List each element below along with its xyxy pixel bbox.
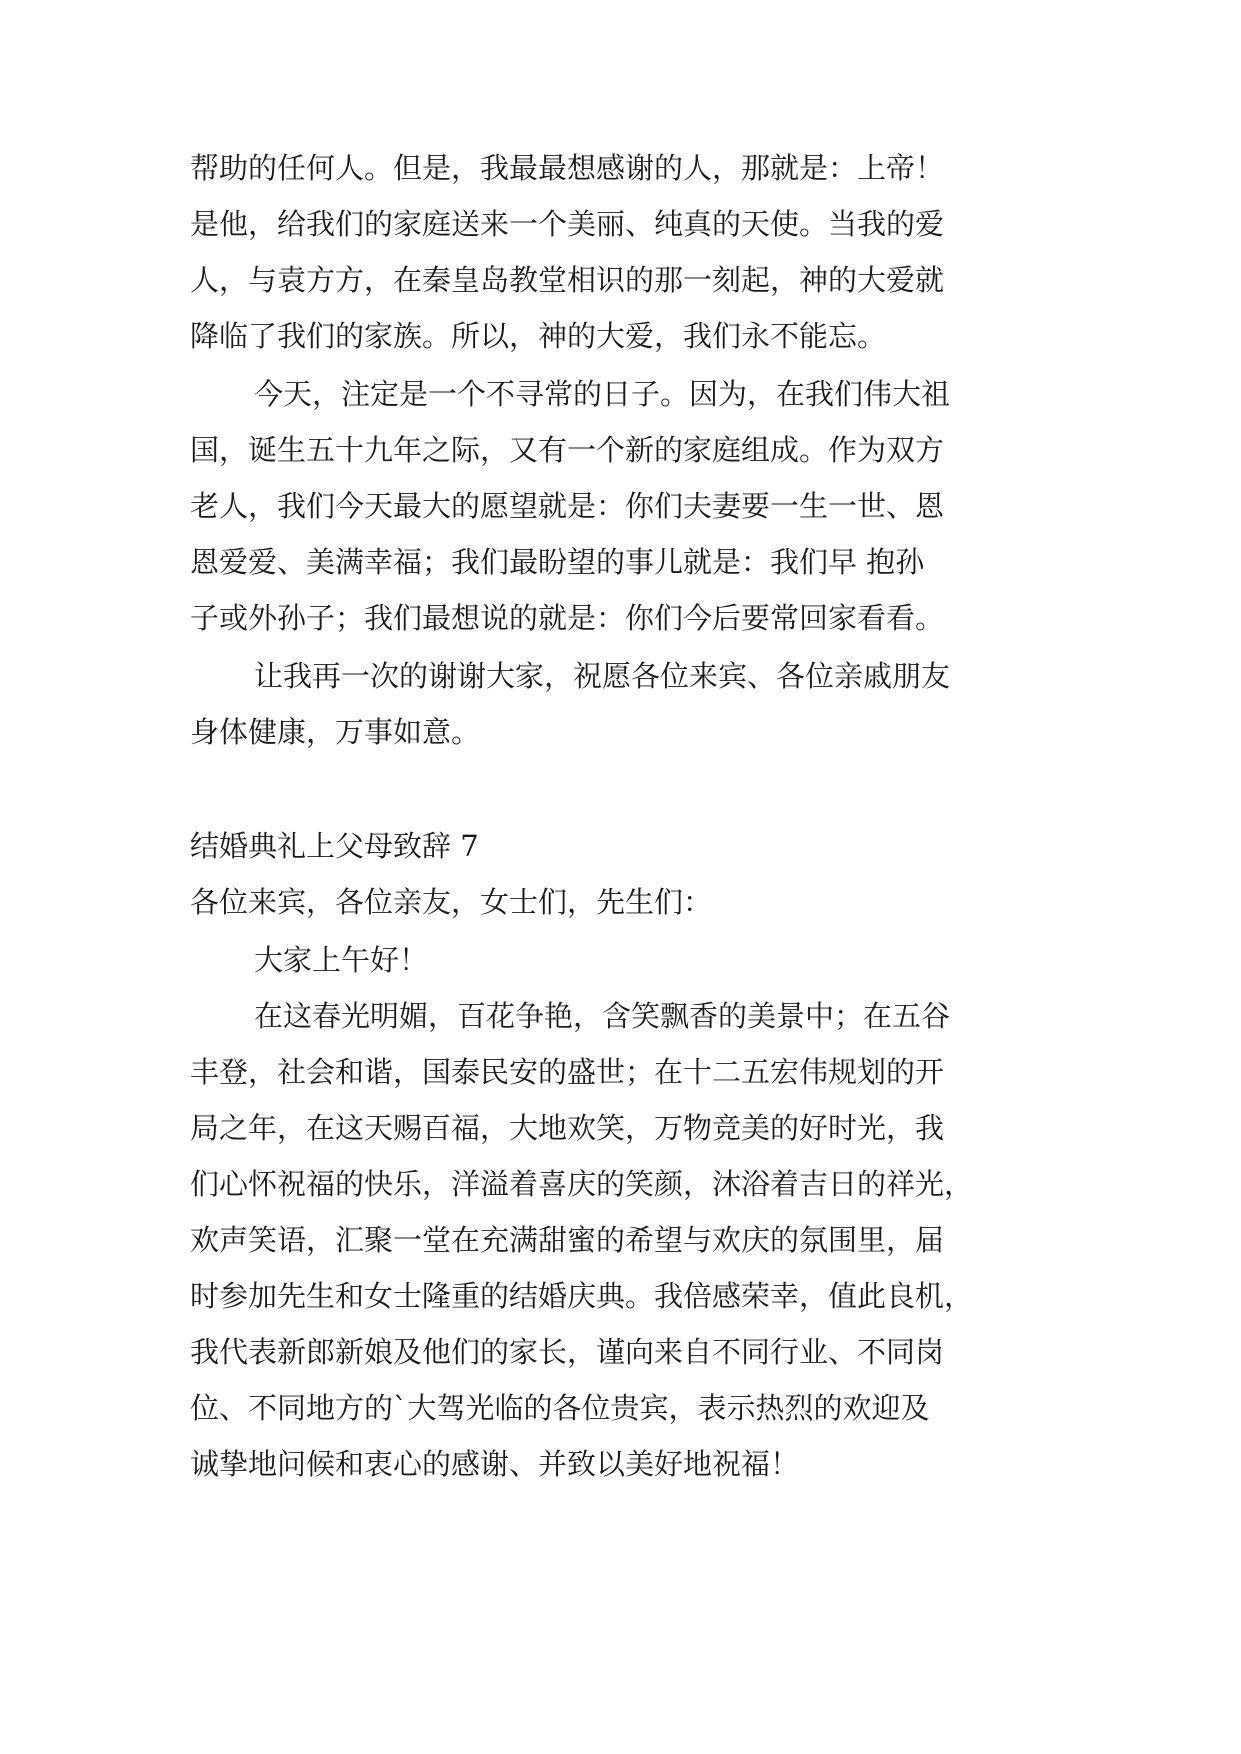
paragraph-line: 降临了我们的家族。所以，神的大爱，我们永不能忘。 [190, 319, 887, 353]
paragraph-line: 局之年，在这天赐百福，大地欢笑，万物竞美的好时光，我 [190, 1111, 945, 1145]
paragraph-line: 子或外孙子；我们最想说的就是：你们今后要常回家看看。 [190, 601, 945, 635]
paragraph-line: 让我再一次的谢谢大家，祝愿各位来宾、各位亲戚朋友 [254, 659, 951, 693]
paragraph-line: 恩爱爱、美满幸福；我们最盼望的事儿就是：我们早 抱孙 [190, 545, 925, 579]
paragraph-line: 诚挚地问候和衷心的感谢、并致以美好地祝福！ [190, 1447, 800, 1481]
paragraph-line: 身体健康，万事如意。 [190, 715, 481, 749]
paragraph-line: 们心怀祝福的快乐，洋溢着喜庆的笑颜，沐浴着吉日的祥光， [190, 1167, 974, 1201]
paragraph-line: 欢声笑语，汇聚一堂在充满甜蜜的希望与欢庆的氛围里，届 [190, 1223, 945, 1257]
paragraph-line: 时参加先生和女士隆重的结婚庆典。我倍感荣幸，值此良机， [190, 1279, 974, 1313]
paragraph-line: 人，与袁方方，在秦皇岛教堂相识的那一刻起，神的大爱就 [190, 263, 945, 297]
paragraph-line: 丰登，社会和谐，国泰民安的盛世；在十二五宏伟规划的开 [190, 1055, 945, 1089]
paragraph-line: 今天，注定是一个不寻常的日子。因为，在我们伟大祖 [254, 377, 951, 411]
section-title: 结婚典礼上父母致辞 7 [190, 829, 479, 863]
paragraph-line: 位、不同地方的`大驾光临的各位贵宾，表示热烈的欢迎及 [190, 1391, 930, 1425]
paragraph-line: 在这春光明媚，百花争艳，含笑飘香的美景中；在五谷 [254, 999, 951, 1033]
paragraph-line: 帮助的任何人。但是，我最最想感谢的人，那就是：上帝！ [190, 151, 945, 185]
paragraph-line: 是他，给我们的家庭送来一个美丽、纯真的天使。当我的爱 [190, 207, 945, 241]
paragraph-line: 国，诞生五十九年之际，又有一个新的家庭组成。作为双方 [190, 433, 945, 467]
salutation: 各位来宾，各位亲友，女士们，先生们： [190, 885, 713, 919]
greeting: 大家上午好！ [254, 943, 429, 977]
paragraph-line: 老人，我们今天最大的愿望就是：你们夫妻要一生一世、恩 [190, 489, 945, 523]
paragraph-line: 我代表新郎新娘及他们的家长，谨向来自不同行业、不同岗 [190, 1335, 945, 1369]
